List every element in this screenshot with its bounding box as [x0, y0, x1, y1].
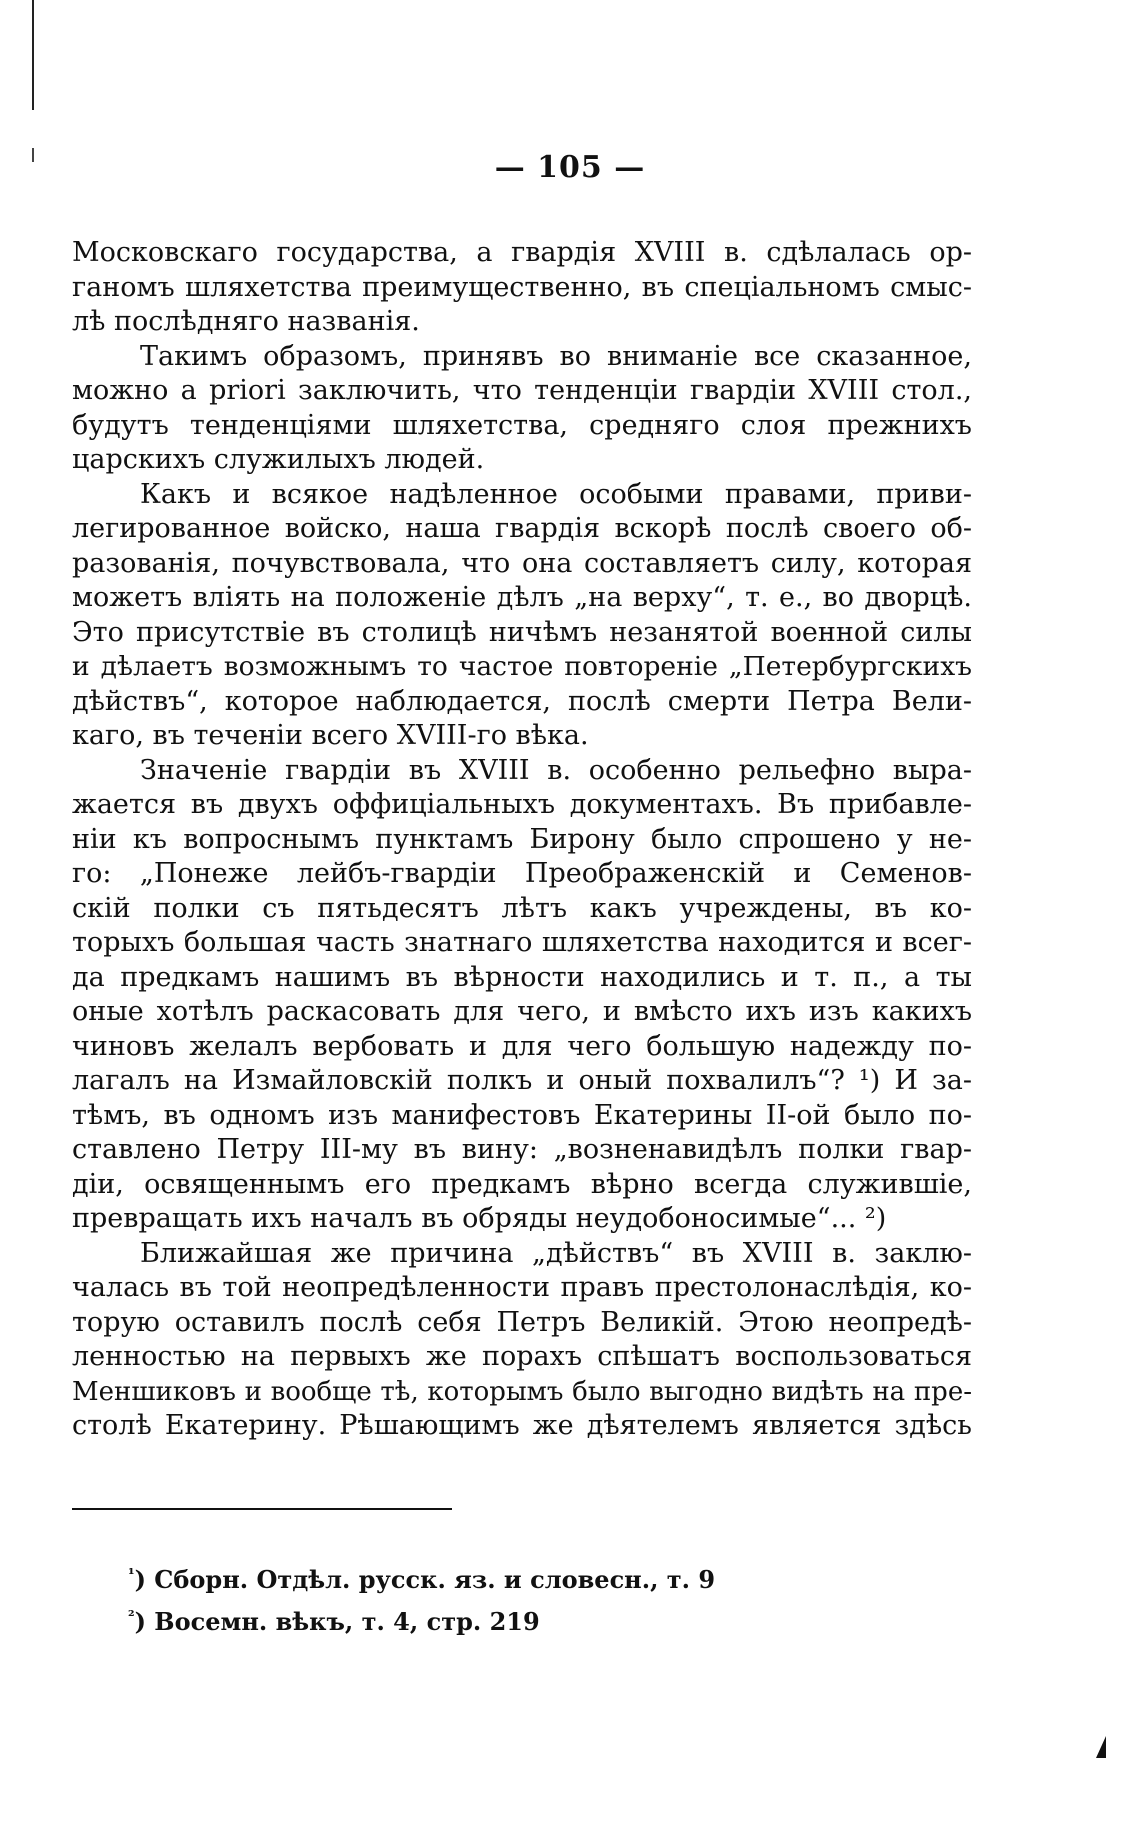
text-line: царскихъ служилыхъ людей.: [72, 444, 485, 475]
text-line: ганомъ шляхетства преимущественно, въ спеціальномъ смыс-: [72, 271, 972, 303]
footnote-2: [128, 1598, 828, 1640]
text-line: можно a priori заключить, что тенденціи гвардіи XVIII стол.,: [72, 375, 972, 406]
text-line: діи, освященнымъ его предкамъ вѣрно всегда служившіе,: [72, 1168, 972, 1200]
text-line: жается въ двухъ оффиціальныхъ документахъ. Въ прибавле-: [72, 789, 972, 820]
text-line: го: „Понеже лейбъ-гвардіи Преображенскій и Семенов-: [72, 858, 972, 889]
text-line: ніи къ вопроснымъ пунктамъ Бирону было спрошено у не-: [72, 823, 972, 855]
text-line: разованія, почувствовала, что она составляетъ силу, которая: [72, 547, 972, 579]
scan-edge-line: [32, 0, 34, 110]
text-line: ленностью на первыхъ же порахъ спѣшатъ воспользоваться: [72, 1341, 972, 1372]
text-line: чалась въ той неопредѣленности правъ престолонаслѣдія, ко-: [72, 1272, 972, 1303]
page-number: — 105 —: [494, 150, 646, 185]
text-line: превращать ихъ началъ въ обряды неудобоносимые“... ²): [72, 1203, 887, 1234]
text-line: легированное войско, наша гвардія вскорѣ послѣ своего об-: [72, 513, 972, 544]
text-line: скій полки съ пятьдесятъ лѣтъ какъ учреждены, въ ко-: [72, 892, 972, 924]
text-line: будутъ тенденціями шляхетства, средняго слоя прежнихъ: [72, 409, 972, 441]
footnote-text: ) Сборн. Отдѣл. русск. яз. и словесн., т. 9: [134, 1565, 716, 1594]
text-line: Это присутствіе въ столицѣ ничѣмъ незанятой военной силы: [72, 616, 972, 648]
text-line: оные хотѣлъ раскасовать для чего, и вмѣсто ихъ изъ какихъ: [72, 996, 972, 1027]
footnote-mark: ¹: [128, 1565, 135, 1583]
text-line: Значеніе гвардіи въ XVIII в. особенно рельефно выра-: [140, 754, 972, 786]
text-line: тѣмъ, въ одномъ изъ манифестовъ Екатерины II-ой было по-: [72, 1099, 972, 1131]
footnote-rule: [72, 1508, 452, 1510]
text-line: Какъ и всякое надѣленное особыми правами, приви-: [140, 478, 972, 510]
text-line: каго, въ теченіи всего XVIII-го вѣка.: [72, 720, 589, 751]
text-line: дѣйствъ“, которое наблюдается, послѣ смерти Петра Вели-: [72, 685, 972, 717]
text-line: да предкамъ нашимъ въ вѣрности находились и т. п., а ты: [72, 961, 972, 993]
text-line: и дѣлаетъ возможнымъ то частое повтореніе „Петербургскихъ: [72, 651, 972, 682]
text-line: можетъ вліять на положеніе дѣлъ „на верху“, т. е., во дворцѣ.: [72, 582, 972, 613]
footnote-mark: ²: [128, 1607, 135, 1625]
footnote-1: [128, 1556, 828, 1598]
text-line: лагалъ на Измайловскій полкъ и оный похвалилъ“? ¹) И за-: [72, 1065, 972, 1096]
text-line: торыхъ большая часть знатнаго шляхетства находится и всег-: [72, 927, 972, 958]
text-line: столѣ Екатерину. Рѣшающимъ же дѣятелемъ является здѣсь: [72, 1410, 972, 1441]
text-line: Такимъ образомъ, принявъ во вниманіе все сказанное,: [140, 340, 972, 372]
text-line: Ближайшая же причина „дѣйствъ“ въ XVIII в. заклю-: [140, 1237, 972, 1269]
text-line: ставлено Петру III-му въ вину: „возненавидѣлъ полки гвар-: [72, 1134, 972, 1165]
text-line: Меншиковъ и вообще тѣ, которымъ было выгодно видѣть на пре-: [72, 1376, 972, 1407]
footnote-text: ) Восемн. вѣкъ, т. 4, стр. 219: [134, 1607, 540, 1636]
text-line: чиновъ желалъ вербовать и для чего большую надежду по-: [72, 1030, 972, 1062]
text-line: торую оставилъ послѣ себя Петръ Великій. Этою неопредѣ-: [72, 1306, 972, 1338]
text-line: лѣ послѣдняго названія.: [72, 306, 420, 337]
text-line: Московскаго государства, а гвардія XVIII в. сдѣлалась ор-: [72, 237, 972, 268]
footnotes: [128, 1556, 828, 1640]
corner-mark: [1096, 1736, 1106, 1758]
body-text: [72, 236, 972, 1444]
